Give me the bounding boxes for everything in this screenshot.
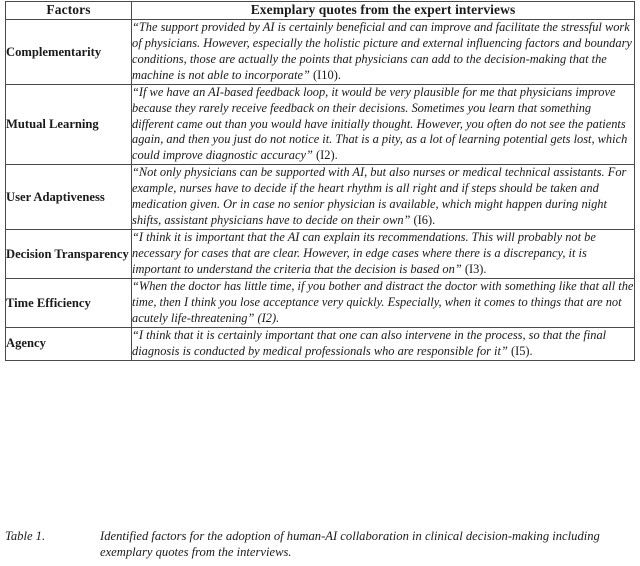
table-header-row bbox=[6, 2, 635, 20]
quote-text: “I think it is important that the AI can explain its recommendations. This will probably not be necessary for cases that are clear. However, in edge cases where there is a discrepancy, it is important to understand the criteria that the decision is based on” bbox=[132, 230, 596, 276]
quote-text: “The support provided by AI is certainly beneficial and can improve and facilitate the stressful work of physicians. However, especially the holistic picture and external influencing factors and boundary conditions, those are actually the points that physicians can add to the decision-making that the machine is not able to incorporate” bbox=[132, 19, 632, 82]
quote-cell bbox=[132, 84, 635, 165]
factors-quotes-table bbox=[5, 1, 635, 361]
factor-name-cell: Complementarity bbox=[6, 19, 132, 84]
quote-cell bbox=[132, 230, 635, 279]
quote-reference: (I2). bbox=[316, 148, 338, 163]
table-row bbox=[6, 230, 635, 279]
factor-name-cell: Agency bbox=[6, 327, 132, 360]
quote-reference: (I10). bbox=[313, 67, 341, 82]
factor-name-cell: Time Efficiency bbox=[6, 278, 132, 327]
factor-name-cell: User Adaptiveness bbox=[6, 165, 132, 230]
caption-description: Identified factors for the adoption of human-AI collaboration in clinical decision-making including exemplary quotes from the interviews. bbox=[100, 529, 600, 560]
quote-reference: (I6). bbox=[413, 213, 436, 228]
table-body bbox=[6, 19, 635, 360]
table-row bbox=[6, 165, 635, 230]
table-row bbox=[6, 19, 635, 84]
quote-reference: (I5). bbox=[510, 343, 533, 358]
table-row bbox=[6, 278, 635, 327]
quote-cell bbox=[132, 19, 635, 84]
quote-text: “I think that it is certainly important that one can also intervene in the process, so that the final diagnosis is conducted by medical professionals who are responsible for it” bbox=[132, 327, 607, 358]
table-caption bbox=[5, 528, 634, 561]
quote-cell bbox=[132, 327, 635, 360]
table-row bbox=[6, 327, 635, 360]
quote-text: “Not only physicians can be supported with AI, but also nurses or medical technical assistants. For example, nurses have to decide if the heart rhythm is all right and if steps should be taken and medication given. Or in case no senior physician is available, which might happen during night shifts, assistant physicians have to decide on their own” bbox=[132, 165, 627, 228]
column-header-factors: Factors bbox=[6, 2, 132, 20]
column-header-quotes: Exemplary quotes from the expert interviews bbox=[132, 2, 635, 20]
quote-text: “If we have an AI-based feedback loop, it would be very plausible for me that physicians improve because they rarely receive feedback on their decisions. Sometimes you learn that something different came out than you would have initially thought. However, you often do not see the patients again, and then you just do not notice it. That is a pity, as a lot of learning potential gets lost, which could improve diagnostic accuracy” bbox=[132, 84, 628, 163]
quote-cell bbox=[132, 278, 635, 327]
factor-name-cell: Decision Transparency bbox=[6, 230, 132, 279]
quote-reference: (I2). bbox=[257, 310, 280, 325]
caption-label: Table 1. bbox=[5, 529, 46, 543]
quote-cell bbox=[132, 165, 635, 230]
quote-reference: (I3). bbox=[464, 261, 487, 276]
quote-text: “When the doctor has little time, if you bother and distract the doctor with something like that all the time, then I think you lose acceptance very quickly. Especially, when it comes to things that are not acutely life-threatening” bbox=[132, 278, 634, 325]
factor-name-cell: Mutual Learning bbox=[6, 84, 132, 165]
table-row bbox=[6, 84, 635, 165]
